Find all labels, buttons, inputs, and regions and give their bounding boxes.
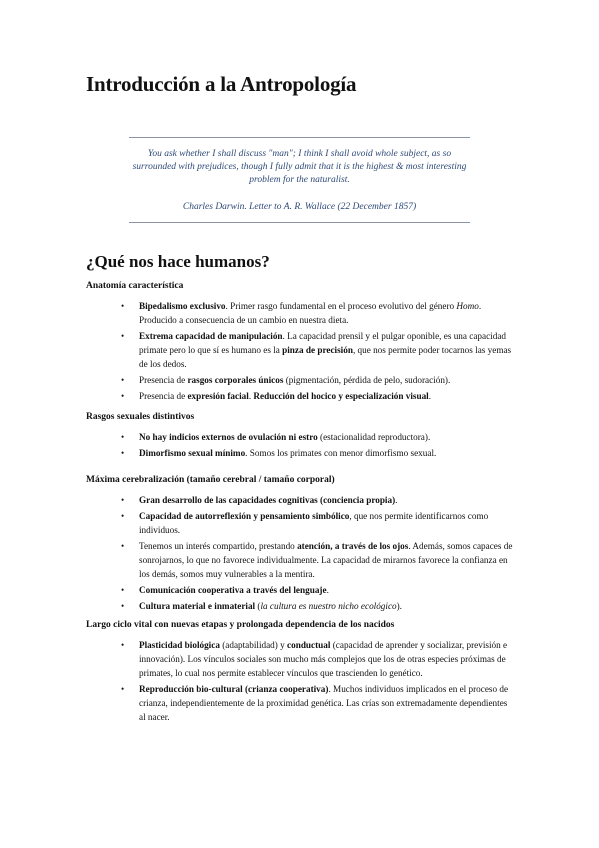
list-item: • Dimorfismo sexual mínimo. Somos los primates con menor dimorfismo sexual. (86, 446, 516, 460)
subsection (86, 281, 516, 405)
list-item: • Presencia de expresión facial. Reducción del hocico y especialización visual. (86, 389, 516, 403)
bullet-icon (121, 509, 124, 523)
bullet-icon (121, 373, 124, 387)
list-item: • Extrema capacidad de manipulación. La capacidad prensil y el pulgar oponible, es una capacidad primate pero lo que sí es humano es la pinza de precisión, que nos permite poder tocarnos las yemas de los dedos. (86, 329, 516, 371)
bullet-icon (121, 446, 124, 460)
list-item: • Tenemos un interés compartido, prestando atención, a través de los ojos. Además, somos capaces de sonrojarnos, lo que no favorece individualmente. La capacidad de mirarnos favorece la confianza en los demás, somos muy vulnerables a la mentira. (86, 539, 516, 581)
subsection (86, 475, 516, 615)
bullet-icon (121, 599, 124, 613)
section-heading: ¿Qué nos hace humanos? (86, 252, 270, 271)
subsection-title: Rasgos sexuales distintivos (86, 412, 195, 422)
subsection-title: Máxima cerebralización (tamaño cerebral / tamaño corporal) (86, 475, 335, 485)
subsection (86, 412, 516, 462)
bullet-list (86, 299, 516, 403)
document-title: Introducción a la Antropología (86, 72, 357, 96)
bullet-list (86, 430, 516, 460)
bullet-list (86, 493, 516, 613)
list-item: • Plasticidad biológica (adaptabilidad) y conductual (capacidad de aprender y socializar, previsión e innovación). Los vínculos sociales son mucho más complejos que los de otras especies próximas de primates, lo cual nos permite establecer vínculos que trascienden lo genético. (86, 638, 516, 680)
bullet-icon (121, 638, 124, 652)
subsection-title: Anatomía característica (86, 281, 184, 291)
bullet-icon (121, 389, 124, 403)
bullet-icon (121, 539, 124, 553)
list-item: • Presencia de rasgos corporales únicos (pigmentación, pérdida de pelo, sudoración). (86, 373, 516, 387)
quote-text: You ask whether I shall discuss "man"; I think I shall avoid whole subject, as so surrounded with prejudices, though I fully admit that it is the highest & most interesting problem for the naturalist. (132, 149, 467, 185)
subsection (86, 620, 516, 726)
epigraph-quote (129, 137, 470, 223)
bullet-icon (121, 299, 124, 313)
bullet-icon (121, 329, 124, 343)
bullet-list (86, 638, 516, 724)
bullet-icon (121, 583, 124, 597)
bullet-icon (121, 430, 124, 444)
bullet-icon (121, 682, 124, 696)
list-item: • Comunicación cooperativa a través del lenguaje. (86, 583, 516, 597)
list-item: • Cultura material e inmaterial (la cultura es nuestro nicho ecológico). (86, 599, 516, 613)
quote-attribution: Charles Darwin. Letter to A. R. Wallace (22 December 1857) (182, 202, 417, 212)
list-item: • No hay indicios externos de ovulación ni estro (estacionalidad reproductora). (86, 430, 516, 444)
list-item: • Reproducción bio-cultural (crianza cooperativa). Muchos individuos implicados en el proceso de crianza, independientemente de la proximidad genética. Las crías son extremadamente dependientes al nacer. (86, 682, 516, 724)
subsection-title: Largo ciclo vital con nuevas etapas y prolongada dependencia de los nacidos (86, 620, 395, 630)
list-item: • Bipedalismo exclusivo. Primer rasgo fundamental en el proceso evolutivo del género Homo. Producido a consecuencia de un cambio en nuestra dieta. (86, 299, 516, 327)
list-item: • Capacidad de autorreflexión y pensamiento simbólico, que nos permite identificarnos como individuos. (86, 509, 516, 537)
list-item: • Gran desarrollo de las capacidades cognitivas (conciencia propia). (86, 493, 516, 507)
bullet-icon (121, 493, 124, 507)
